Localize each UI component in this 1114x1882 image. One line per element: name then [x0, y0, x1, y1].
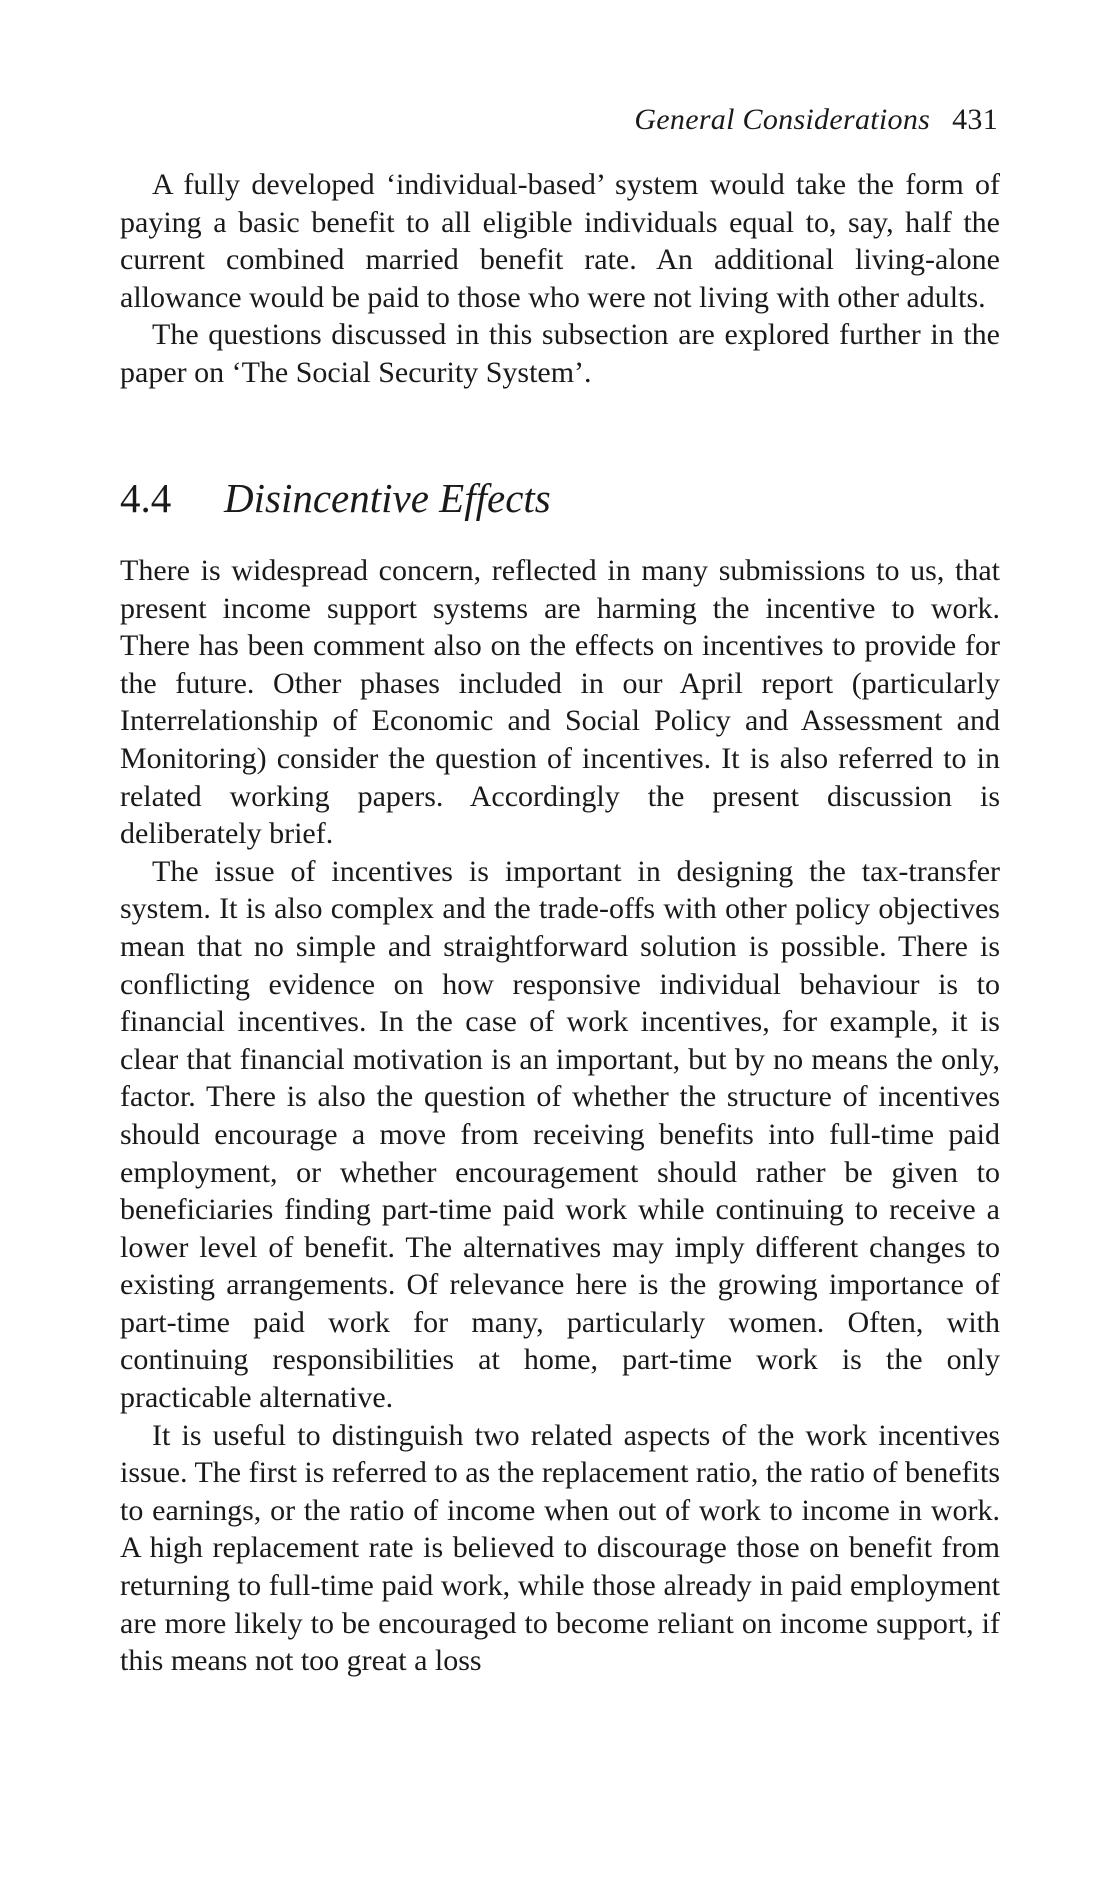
body-paragraph: There is widespread concern, reflected in many submissions to us, that present income support systems are harming the incentive to work. There has been comment also on the effects on incentives to provide for the future. Other phases included in our April report (particularly Interrelationship of Economic and Social Policy and Assessment and Monitoring) consider the question of incentives. It is also referred to in related working papers. Accordingly the present discussion is deliberately brief. — [120, 554, 1000, 851]
page-number: 431 — [952, 103, 998, 136]
section-title: Disincentive Effects — [224, 475, 551, 521]
section-text-block — [120, 552, 1000, 1680]
intro-text-block — [120, 166, 1000, 392]
running-head-title: General Considerations — [634, 103, 931, 136]
body-paragraph: The questions discussed in this subsection are explored further in the paper on ‘The Social Security System’. — [120, 318, 1000, 389]
section-heading — [120, 474, 551, 522]
body-paragraph: A fully developed ‘individual-based’ system would take the form of paying a basic benefit to all eligible individuals equal to, say, half the current combined married benefit rate. An additional living-alone allowance would be paid to those who were not living with other adults. — [120, 168, 1000, 314]
body-paragraph: The issue of incentives is important in designing the tax-transfer system. It is also complex and the trade-offs with other policy objectives mean that no simple and straightforward solution is possible. There is conflicting evidence on how responsive individual behaviour is to financial incentives. In the case of work incentives, for example, it is clear that financial motivation is an important, but by no means the only, factor. There is also the question of whether the structure of incentives should encourage a move from receiving benefits into full-time paid employment, or whether encouragement should rather be given to beneficiaries finding part-time paid work while continuing to receive a lower level of benefit. The alternatives may imply different changes to existing arrangements. Of relevance here is the growing importance of part-time paid work for many, particularly women. Often, with continuing responsibilities at home, part-time work is the only practicable alternative. — [120, 854, 1000, 1415]
section-number: 4.4 — [120, 475, 172, 521]
running-head — [634, 102, 998, 138]
body-paragraph: It is useful to distinguish two related aspects of the work incentives issue. The first is referred to as the replacement ratio, the ratio of benefits to earnings, or the ratio of income when out of work to income in work. A high replacement rate is believed to discourage those on benefit from returning to full-time paid work, while those already in paid employment are more likely to be encouraged to become reliant on income support, if this means not too great a loss — [120, 1418, 1000, 1678]
